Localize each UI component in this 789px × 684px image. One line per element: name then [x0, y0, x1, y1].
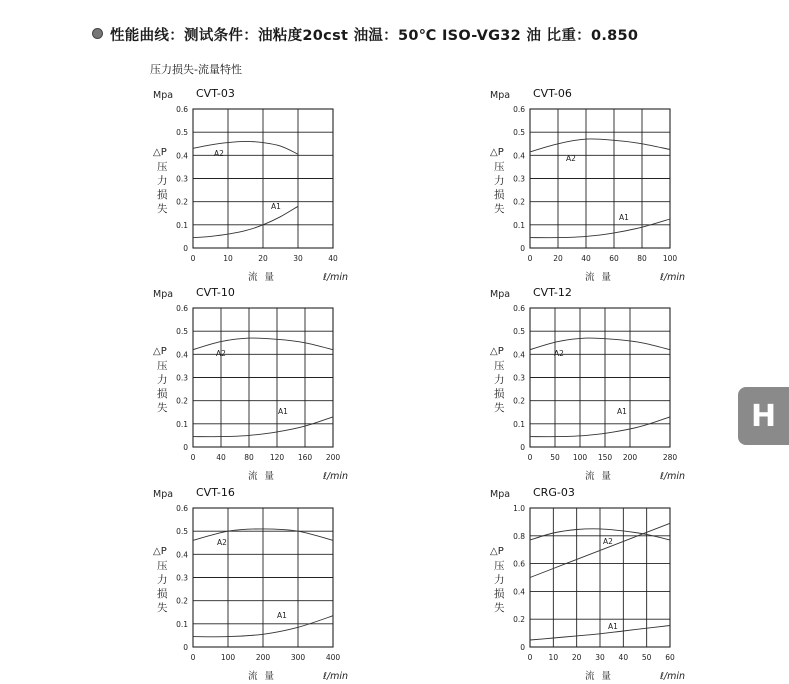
y-tick-label: 0.2: [513, 197, 525, 207]
x-tick-label: 80: [244, 453, 254, 462]
x-unit-label: ℓ/min: [660, 272, 686, 283]
y-unit-label: Mpa: [153, 289, 174, 300]
y-label-char: 损: [494, 189, 505, 201]
series-label-a1: A1: [271, 202, 281, 211]
y-tick-label: 0.3: [513, 373, 525, 383]
x-tick-label: 0: [190, 453, 196, 462]
heading-text: 性能曲线：测试条件：油粘度20cst 油温：50℃ ISO-VG32 油 比重：0.850: [110, 28, 639, 44]
y-tick-label: 0.8: [513, 531, 525, 541]
x-tick-label: 0: [190, 254, 196, 263]
chart-title: CVT-16: [196, 486, 235, 499]
y-tick-label: 0.5: [176, 128, 188, 138]
x-tick-label: 10: [548, 653, 559, 662]
series-label-a2: A2: [566, 154, 576, 163]
x-tick-label: 80: [637, 254, 647, 263]
y-label-char: 压: [494, 360, 505, 372]
y-tick-label: 0: [520, 443, 525, 452]
x-tick-label: 60: [665, 653, 675, 662]
x-tick-label: 100: [572, 453, 588, 462]
y-tick-label: 0.4: [513, 151, 525, 161]
y-tick-label: 0.1: [513, 220, 525, 230]
y-tick-label: 0.2: [513, 615, 525, 625]
x-axis-label: 流 量: [248, 471, 277, 482]
y-tick-label: 0.6: [513, 105, 525, 114]
y-label-char: 损: [157, 189, 168, 201]
x-tick-label: 280: [662, 453, 678, 462]
y-label-char: 力: [494, 175, 505, 187]
series-label-a1: A1: [619, 213, 629, 222]
y-tick-label: 0.5: [513, 128, 525, 138]
y-label-char: 失: [494, 203, 505, 215]
y-tick-label: 0.2: [176, 396, 188, 406]
y-tick-label: 0: [183, 244, 188, 253]
x-tick-label: 20: [553, 254, 563, 263]
y-tick-label: 0.6: [176, 304, 188, 313]
x-tick-label: 30: [595, 653, 605, 662]
x-tick-label: 400: [325, 653, 341, 662]
series-label-a1: A1: [277, 611, 287, 620]
x-axis-label: 流 量: [585, 471, 614, 482]
y-unit-label: Mpa: [490, 489, 511, 500]
y-tick-label: 0.4: [513, 587, 525, 597]
y-tick-label: 0.2: [176, 596, 188, 606]
y-tick-label: 0.1: [176, 220, 188, 230]
x-axis-label: 流 量: [585, 671, 614, 682]
y-label-char: 损: [494, 388, 505, 400]
x-tick-label: 0: [527, 453, 533, 462]
delta-p-label: △P: [490, 346, 504, 357]
x-tick-label: 20: [571, 653, 582, 662]
chart-title: CVT-12: [533, 286, 572, 299]
x-unit-label: ℓ/min: [660, 671, 686, 682]
y-axis-label: [490, 546, 505, 614]
y-label-char: 失: [157, 402, 168, 414]
y-unit-label: Mpa: [153, 489, 174, 500]
y-tick-label: 0.6: [176, 105, 188, 114]
y-tick-label: 0.6: [513, 304, 525, 313]
x-tick-label: 30: [293, 254, 303, 263]
y-tick-label: 0.4: [176, 151, 188, 161]
series-label-a2: A2: [216, 349, 226, 358]
y-tick-label: 0.3: [176, 573, 188, 583]
y-tick-label: 0: [520, 244, 525, 253]
x-tick-label: 0: [527, 653, 533, 662]
y-unit-label: Mpa: [490, 90, 511, 101]
series-label-a1: A1: [278, 407, 288, 416]
y-label-char: 损: [494, 588, 505, 600]
x-tick-label: 200: [325, 453, 341, 462]
y-label-char: 损: [157, 388, 168, 400]
section-subheading: 压力损失-流量特性: [150, 63, 242, 76]
series-label-a2: A2: [214, 149, 224, 158]
y-label-char: 力: [157, 574, 168, 586]
y-tick-label: 0.4: [176, 350, 188, 360]
delta-p-label: △P: [490, 147, 504, 158]
y-tick-label: 0: [183, 443, 188, 452]
x-axis-label: 流 量: [585, 272, 614, 283]
y-tick-label: 0.3: [176, 174, 188, 184]
y-label-char: 失: [494, 602, 505, 614]
x-axis-label: 流 量: [248, 272, 277, 283]
chart-title: CRG-03: [533, 486, 575, 499]
x-unit-label: ℓ/min: [323, 671, 349, 682]
y-label-char: 压: [494, 161, 505, 173]
x-tick-label: 40: [328, 254, 338, 263]
x-tick-label: 150: [597, 453, 613, 462]
y-tick-label: 0.1: [513, 419, 525, 429]
delta-p-label: △P: [490, 546, 504, 557]
y-tick-label: 0.5: [176, 327, 188, 337]
y-tick-label: 0.1: [176, 619, 188, 629]
y-tick-label: 0.3: [176, 373, 188, 383]
x-tick-label: 40: [216, 453, 226, 462]
y-label-char: 失: [494, 402, 505, 414]
series-label-a1: A1: [608, 622, 618, 631]
y-tick-label: 0: [520, 643, 525, 652]
x-tick-label: 40: [618, 653, 629, 662]
chart-title: CVT-06: [533, 87, 572, 100]
x-unit-label: ℓ/min: [323, 272, 349, 283]
x-tick-label: 50: [641, 653, 652, 662]
x-tick-label: 20: [258, 254, 268, 263]
y-unit-label: Mpa: [153, 90, 174, 101]
x-tick-label: 40: [581, 254, 591, 263]
x-tick-label: 160: [297, 453, 313, 462]
y-label-char: 力: [157, 374, 168, 386]
x-tick-label: 120: [269, 453, 285, 462]
series-label-a2: A2: [554, 349, 564, 358]
x-tick-label: 10: [223, 254, 233, 263]
y-unit-label: Mpa: [490, 289, 511, 300]
y-tick-label: 0.1: [176, 419, 188, 429]
y-tick-label: 0.2: [176, 197, 188, 207]
y-label-char: 压: [494, 560, 505, 572]
y-label-char: 压: [157, 560, 168, 572]
y-tick-label: 0.3: [513, 174, 525, 184]
x-tick-label: 60: [609, 254, 619, 263]
y-label-char: 失: [157, 602, 168, 614]
y-label-char: 压: [157, 161, 168, 173]
y-label-char: 力: [157, 175, 168, 187]
x-tick-label: 200: [255, 653, 271, 662]
x-tick-label: 100: [220, 653, 236, 662]
y-tick-label: 0.6: [513, 559, 525, 569]
y-label-char: 力: [494, 374, 505, 386]
series-label-a2: A2: [603, 537, 613, 546]
delta-p-label: △P: [153, 147, 167, 158]
x-unit-label: ℓ/min: [660, 471, 686, 482]
y-tick-label: 0: [183, 643, 188, 652]
y-tick-label: 0.6: [176, 504, 188, 513]
y-tick-label: 1.0: [513, 504, 525, 513]
series-label-a1: A1: [617, 407, 627, 416]
y-label-char: 压: [157, 360, 168, 372]
section-tab-h[interactable]: H: [738, 387, 789, 445]
x-tick-label: 100: [662, 254, 678, 263]
x-tick-label: 50: [550, 453, 560, 462]
series-label-a2: A2: [217, 538, 227, 547]
x-tick-label: 0: [190, 653, 196, 662]
y-tick-label: 0.4: [513, 350, 525, 360]
x-tick-label: 200: [622, 453, 638, 462]
y-label-char: 损: [157, 588, 168, 600]
delta-p-label: △P: [153, 346, 167, 357]
x-tick-label: 300: [290, 653, 306, 662]
y-tick-label: 0.5: [176, 527, 188, 537]
y-tick-label: 0.4: [176, 550, 188, 560]
delta-p-label: △P: [153, 546, 167, 557]
chart-title: CVT-10: [196, 286, 235, 299]
x-axis-label: 流 量: [248, 671, 277, 682]
y-label-char: 力: [494, 574, 505, 586]
x-unit-label: ℓ/min: [323, 471, 349, 482]
x-tick-label: 0: [527, 254, 533, 263]
y-tick-label: 0.5: [513, 327, 525, 337]
y-label-char: 失: [157, 203, 168, 215]
chart-title: CVT-03: [196, 87, 235, 100]
y-tick-label: 0.2: [513, 396, 525, 406]
